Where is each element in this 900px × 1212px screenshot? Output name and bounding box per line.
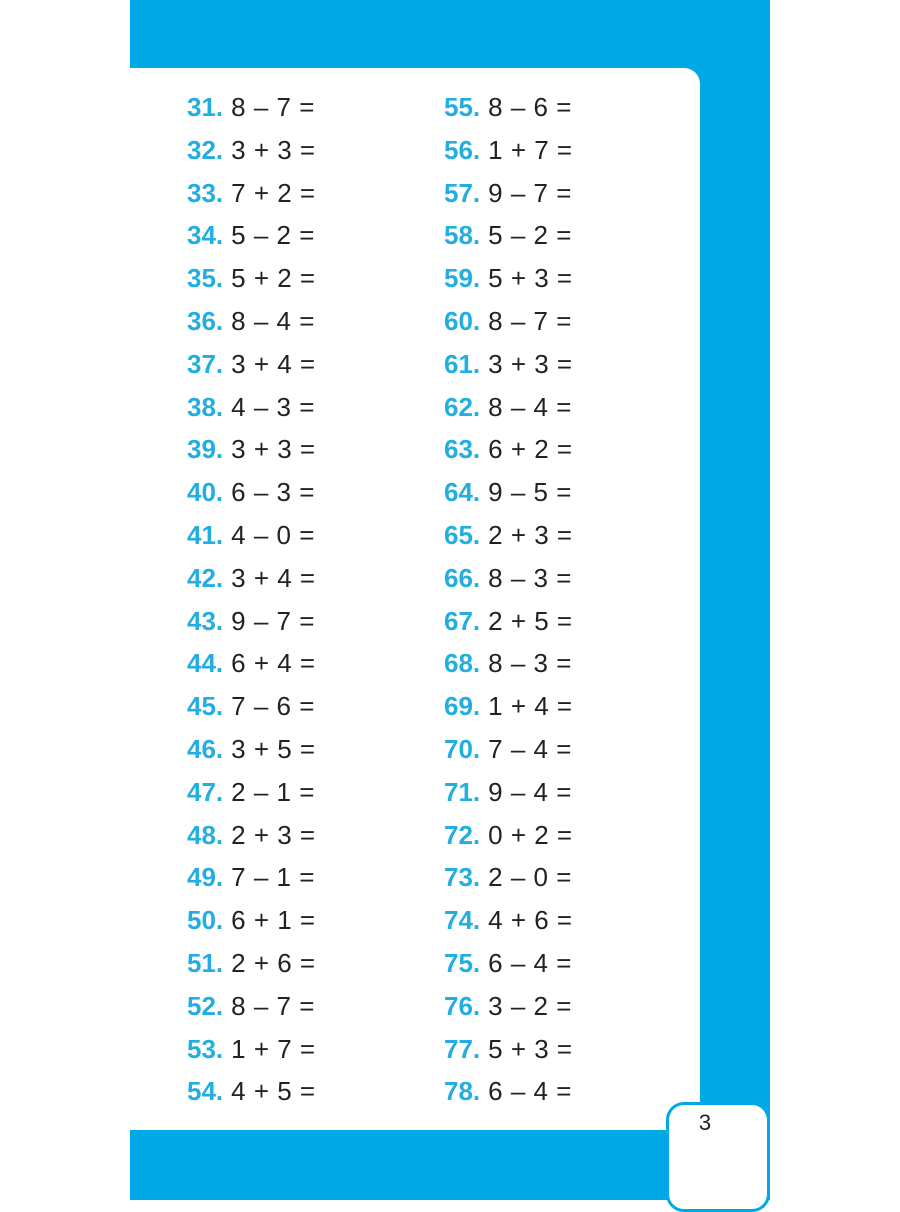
problem-expression: 8 – 4 =: [488, 391, 572, 422]
problem-expression: 2 + 3 =: [488, 519, 573, 550]
problem-item: [187, 771, 316, 814]
problem-number: 71.: [444, 776, 481, 807]
problem-expression: 2 + 5 =: [488, 605, 573, 636]
problem-number: 73.: [444, 862, 481, 893]
problem-item: [187, 985, 316, 1028]
problem-expression: 4 + 5 =: [231, 1076, 316, 1107]
problem-number: 56.: [444, 134, 481, 165]
problem-item: [444, 600, 573, 643]
problem-number: 37.: [187, 348, 224, 379]
problem-expression: 3 + 4 =: [231, 562, 316, 593]
problem-expression: 3 + 3 =: [231, 134, 316, 165]
problem-item: [444, 172, 573, 215]
problem-expression: 5 + 3 =: [488, 263, 573, 294]
problem-number: 46.: [187, 733, 224, 764]
problem-item: [187, 471, 316, 514]
problem-item: [187, 214, 316, 257]
problem-item: [187, 129, 316, 172]
problem-expression: 8 – 3 =: [488, 648, 572, 679]
problem-item: [444, 1070, 573, 1113]
problem-item: [187, 86, 316, 129]
problem-number: 51.: [187, 947, 224, 978]
problem-expression: 3 – 2 =: [488, 990, 572, 1021]
problem-expression: 6 – 3 =: [231, 477, 315, 508]
problem-number: 53.: [187, 1033, 224, 1064]
problem-item: [187, 1070, 316, 1113]
problem-item: [187, 600, 316, 643]
problem-expression: 2 + 3 =: [231, 819, 316, 850]
problem-item: [444, 1028, 573, 1071]
problem-expression: 0 + 2 =: [488, 819, 573, 850]
problem-expression: 8 – 7 =: [231, 990, 315, 1021]
problem-item: [444, 557, 573, 600]
problem-expression: 8 – 7 =: [231, 92, 315, 122]
problem-expression: 2 + 6 =: [231, 947, 316, 978]
problem-expression: 7 – 1 =: [231, 862, 315, 893]
problem-item: [444, 899, 573, 942]
problem-number: 34.: [187, 220, 224, 251]
problem-item: [444, 942, 573, 985]
problem-expression: 5 – 2 =: [231, 220, 315, 251]
problem-number: 76.: [444, 990, 481, 1021]
problem-number: 40.: [187, 477, 224, 508]
problem-item: [444, 428, 573, 471]
problem-number: 42.: [187, 562, 224, 593]
problem-number: 60.: [444, 305, 481, 336]
problem-item: [444, 386, 573, 429]
problem-number: 43.: [187, 605, 224, 636]
problem-item: [444, 471, 573, 514]
problem-item: [444, 300, 573, 343]
problem-number: 59.: [444, 263, 481, 294]
problem-number: 75.: [444, 947, 481, 978]
problem-item: [187, 257, 316, 300]
problem-number: 55.: [444, 92, 481, 122]
problem-expression: 6 + 1 =: [231, 905, 316, 936]
page-number: 3: [698, 1110, 712, 1135]
problem-number: 70.: [444, 733, 481, 764]
problem-item: [444, 771, 573, 814]
problem-number: 41.: [187, 519, 224, 550]
problem-number: 74.: [444, 905, 481, 936]
problem-item: [187, 685, 316, 728]
problem-item: [444, 814, 573, 857]
problem-item: [444, 728, 573, 771]
problem-expression: 2 – 1 =: [231, 776, 315, 807]
problem-item: [444, 129, 573, 172]
problem-number: 38.: [187, 391, 224, 422]
problem-number: 62.: [444, 391, 481, 422]
problem-item: [444, 985, 573, 1028]
problem-item: [187, 942, 316, 985]
problem-item: [187, 343, 316, 386]
problem-item: [187, 428, 316, 471]
problem-number: 78.: [444, 1076, 481, 1107]
problem-number: 31.: [187, 92, 224, 122]
problem-item: [187, 386, 316, 429]
problem-expression: 6 + 4 =: [231, 648, 316, 679]
problem-number: 57.: [444, 177, 481, 208]
problem-expression: 1 + 4 =: [488, 691, 573, 722]
problem-expression: 1 + 7 =: [488, 134, 573, 165]
problem-item: [187, 172, 316, 215]
problem-expression: 5 + 2 =: [231, 263, 316, 294]
problem-item: [444, 642, 573, 685]
problem-expression: 4 + 6 =: [488, 905, 573, 936]
problem-expression: 3 + 3 =: [488, 348, 573, 379]
problem-item: [187, 514, 316, 557]
problem-number: 63.: [444, 434, 481, 465]
problem-expression: 3 + 4 =: [231, 348, 316, 379]
problem-item: [444, 514, 573, 557]
problem-item: [187, 728, 316, 771]
problem-expression: 5 + 3 =: [488, 1033, 573, 1064]
problem-number: 36.: [187, 305, 224, 336]
problem-expression: 4 – 3 =: [231, 391, 315, 422]
problem-item: [444, 214, 573, 257]
problem-number: 69.: [444, 691, 481, 722]
problem-number: 52.: [187, 990, 224, 1021]
problem-item: [187, 899, 316, 942]
problem-expression: 9 – 7 =: [231, 605, 315, 636]
problem-number: 48.: [187, 819, 224, 850]
problem-item: [187, 300, 316, 343]
problem-expression: 8 – 6 =: [488, 92, 572, 122]
problem-number: 67.: [444, 605, 481, 636]
problem-expression: 5 – 2 =: [488, 220, 572, 251]
problem-item: [444, 257, 573, 300]
problem-expression: 7 – 6 =: [231, 691, 315, 722]
problem-expression: 8 – 3 =: [488, 562, 572, 593]
problem-number: 77.: [444, 1033, 481, 1064]
problem-expression: 9 – 4 =: [488, 776, 572, 807]
problem-number: 72.: [444, 819, 481, 850]
problem-expression: 7 – 4 =: [488, 733, 572, 764]
problem-item: [444, 856, 573, 899]
problem-number: 45.: [187, 691, 224, 722]
problem-number: 32.: [187, 134, 224, 165]
problem-expression: 9 – 5 =: [488, 477, 572, 508]
problem-expression: 3 + 3 =: [231, 434, 316, 465]
problem-column-right: [444, 86, 573, 1113]
problem-number: 68.: [444, 648, 481, 679]
problem-expression: 7 + 2 =: [231, 177, 316, 208]
problem-item: [187, 856, 316, 899]
problem-number: 61.: [444, 348, 481, 379]
problem-item: [187, 814, 316, 857]
problem-expression: 6 – 4 =: [488, 947, 572, 978]
problem-number: 44.: [187, 648, 224, 679]
problem-number: 47.: [187, 776, 224, 807]
problem-item: [444, 86, 573, 129]
problem-number: 65.: [444, 519, 481, 550]
problem-number: 50.: [187, 905, 224, 936]
problem-expression: 1 + 7 =: [231, 1033, 316, 1064]
problem-expression: 8 – 4 =: [231, 305, 315, 336]
problem-number: 54.: [187, 1076, 224, 1107]
problem-number: 64.: [444, 477, 481, 508]
problem-item: [187, 642, 316, 685]
problem-number: 35.: [187, 263, 224, 294]
problem-item: [187, 1028, 316, 1071]
problem-item: [444, 685, 573, 728]
problem-number: 39.: [187, 434, 224, 465]
problem-number: 33.: [187, 177, 224, 208]
problem-column-left: [187, 86, 316, 1113]
problem-item: [444, 343, 573, 386]
problem-expression: 6 – 4 =: [488, 1076, 572, 1107]
problem-expression: 6 + 2 =: [488, 434, 573, 465]
problem-number: 66.: [444, 562, 481, 593]
problem-number: 58.: [444, 220, 481, 251]
problem-expression: 4 – 0 =: [231, 519, 315, 550]
problem-item: [187, 557, 316, 600]
problem-number: 49.: [187, 862, 224, 893]
problem-expression: 9 – 7 =: [488, 177, 572, 208]
problem-expression: 2 – 0 =: [488, 862, 572, 893]
problem-expression: 3 + 5 =: [231, 733, 316, 764]
problem-expression: 8 – 7 =: [488, 305, 572, 336]
